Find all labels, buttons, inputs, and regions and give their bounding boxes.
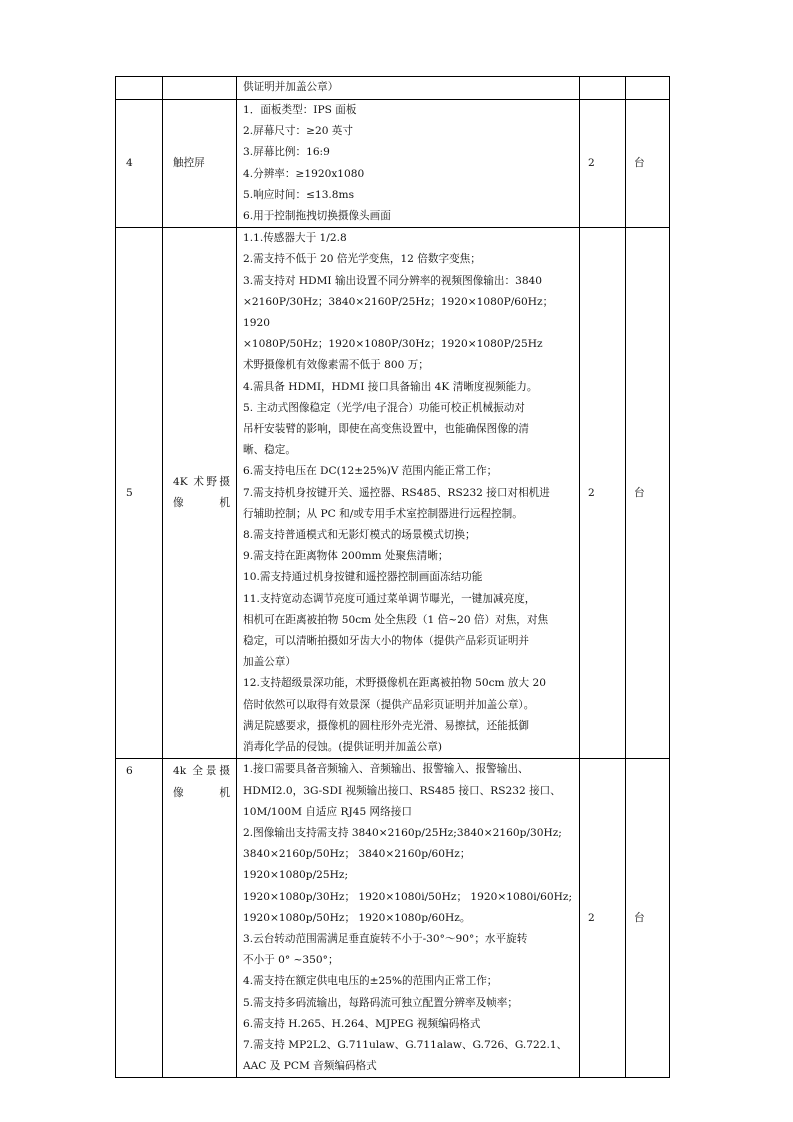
table-row xyxy=(116,100,670,228)
spec-line: 9.需支持在距离物体 200mm 处聚焦清晰； xyxy=(243,550,449,563)
spec-line: 6.需支持电压在 DC(12±25%)V 范围内能正常工作； xyxy=(243,465,498,478)
item-name xyxy=(163,77,237,100)
spec-line: 7.需支持机身按键开关、遥控器、RS485、RS232 接口对相机进 xyxy=(243,486,550,499)
spec-line: 1.1.传感器大于 1/2.8 xyxy=(243,232,347,245)
table-row xyxy=(116,759,670,1078)
table-row xyxy=(116,77,670,100)
spec-line: 不小于 0° ~350°； xyxy=(243,954,339,967)
spec-line: 11.支持宽动态调节亮度可通过菜单调节曝光，一键加减亮度， xyxy=(243,592,536,605)
spec-line: 5.需支持多码流输出，每路码流可独立配置分辨率及帧率； xyxy=(243,996,518,1009)
spec-line: 术野摄像机有效像素需不低于 800 万； xyxy=(243,359,429,372)
spec-line: 10M/100M 自适应 RJ45 网络接口 xyxy=(243,805,412,818)
spec-line: 3.屏幕比例：16:9 xyxy=(243,146,330,159)
item-number xyxy=(116,77,163,100)
spec-line: 10.需支持通过机身按键和遥控器控制画面冻结功能 xyxy=(243,571,483,584)
item-name-text: 4K 术野摄像机 xyxy=(173,476,230,510)
item-spec xyxy=(237,759,580,1078)
spec-line: 晰、稳定。 xyxy=(243,444,296,457)
spec-line: 12.支持超级景深功能，术野摄像机在距离被拍物 50cm 放大 20 xyxy=(243,677,546,690)
spec-line: 3.需支持对 HDMI 输出设置不同分辨率的视频图像输出：3840 xyxy=(243,274,543,287)
spec-line: 2.图像输出支持需支持 3840×2160p/25Hz;3840×2160p/30Hz; xyxy=(243,826,562,839)
spec-line: 2.屏幕尺寸：≥20 英寸 xyxy=(243,125,353,138)
spec-line: ×2160P/30Hz；3840×2160P/25Hz；1920×1080P/60Hz；1920 xyxy=(243,295,554,330)
item-quantity: 2 xyxy=(580,759,626,1078)
spec-line: ×1080P/50Hz；1920×1080P/30Hz；1920×1080P/25Hz xyxy=(243,338,543,351)
spec-line: 相机可在距离被拍物 50cm 处全焦段（1 倍~20 倍）对焦，对焦 xyxy=(243,613,549,626)
spec-line: 3.云台转动范围需满足垂直旋转不小于-30°～90°；水平旋转 xyxy=(243,932,528,945)
item-spec xyxy=(237,100,580,228)
item-name xyxy=(163,759,237,1078)
item-quantity xyxy=(580,77,626,100)
spec-line: 7.需支持 MP2L2、G.711ulaw、G.711alaw、G.726、G.722.1、 xyxy=(243,1038,568,1051)
spec-line: 1920×1080p/30Hz； 1920×1080i/50Hz； 1920×1080i/60Hz; xyxy=(243,890,573,903)
spec-line: 4.分辨率：≥1920x1080 xyxy=(243,167,365,180)
item-name-text: 4k 全景摄像机 xyxy=(173,765,230,799)
spec-line: 2.需支持不低于 20 倍光学变焦，12 倍数字变焦； xyxy=(243,253,481,266)
item-number: 6 xyxy=(116,759,163,1078)
item-quantity: 2 xyxy=(580,100,626,228)
spec-line: 6.用于控制拖拽切换摄像头画面 xyxy=(243,210,391,223)
item-name xyxy=(163,228,237,759)
spec-line: 4.需具备 HDMI，HDMI 接口具备输出 4K 清晰度视频能力。 xyxy=(243,380,538,393)
spec-line: 供证明并加盖公章） xyxy=(243,81,339,93)
spec-line: 3840×2160p/50Hz； 3840×2160p/60Hz； 1920×1080p/25Hz; xyxy=(243,848,474,882)
item-number: 4 xyxy=(116,100,163,228)
item-quantity: 2 xyxy=(580,228,626,759)
spec-line: 8.需支持普通模式和无影灯模式的场景模式切换； xyxy=(243,529,476,542)
spec-line: 倍时依然可以取得有效景深（提供产品彩页证明并加盖公章）。 xyxy=(243,698,535,711)
item-unit: 台 xyxy=(626,100,670,228)
table-row xyxy=(116,228,670,759)
item-spec xyxy=(237,77,580,100)
spec-line: 消毒化学品的侵蚀。(提供证明并加盖公章) xyxy=(243,741,442,754)
spec-line: 1．面板类型：IPS 面板 xyxy=(243,104,357,116)
item-unit: 台 xyxy=(626,228,670,759)
spec-line: 吊杆安装臂的影响，即使在高变焦设置中，也能确保图像的清 xyxy=(243,423,530,436)
item-number: 5 xyxy=(116,228,163,759)
item-spec xyxy=(237,228,580,759)
item-name: 触控屏 xyxy=(163,100,237,228)
spec-line: 稳定，可以清晰拍摄如牙齿大小的物体（提供产品彩页证明并 xyxy=(243,635,530,648)
spec-line: 加盖公章） xyxy=(243,656,296,669)
spec-line: 4.需支持在额定供电电压的±25%的范围内正常工作； xyxy=(243,975,498,988)
item-unit: 台 xyxy=(626,759,670,1078)
spec-line: 行辅助控制；从 PC 和/或专用手术室控制器进行远程控制。 xyxy=(243,507,523,520)
spec-line: HDMI2.0，3G-SDI 视频输出接口、RS485 接口、RS232 接口、 xyxy=(243,784,561,797)
spec-line: 满足院感要求，摄像机的圆柱形外壳光滑、易擦拭，还能抵御 xyxy=(243,719,530,732)
spec-line: AAC 及 PCM 音频编码格式 xyxy=(243,1060,377,1073)
item-unit xyxy=(626,77,670,100)
spec-line: 1920×1080p/50Hz； 1920×1080p/60Hz。 xyxy=(243,911,471,924)
spec-table xyxy=(115,76,670,1078)
spec-line: 5.响应时间：≤13.8ms xyxy=(243,188,355,201)
spec-line: 5. 主动式图像稳定（光学/电子混合）功能可校正机械振动对 xyxy=(243,401,525,414)
spec-line: 1.接口需要具备音频输入、音频输出、报警输入、报警输出、 xyxy=(243,763,529,776)
spec-line: 6.需支持 H.265、H.264、MJPEG 视频编码格式 xyxy=(243,1017,481,1030)
